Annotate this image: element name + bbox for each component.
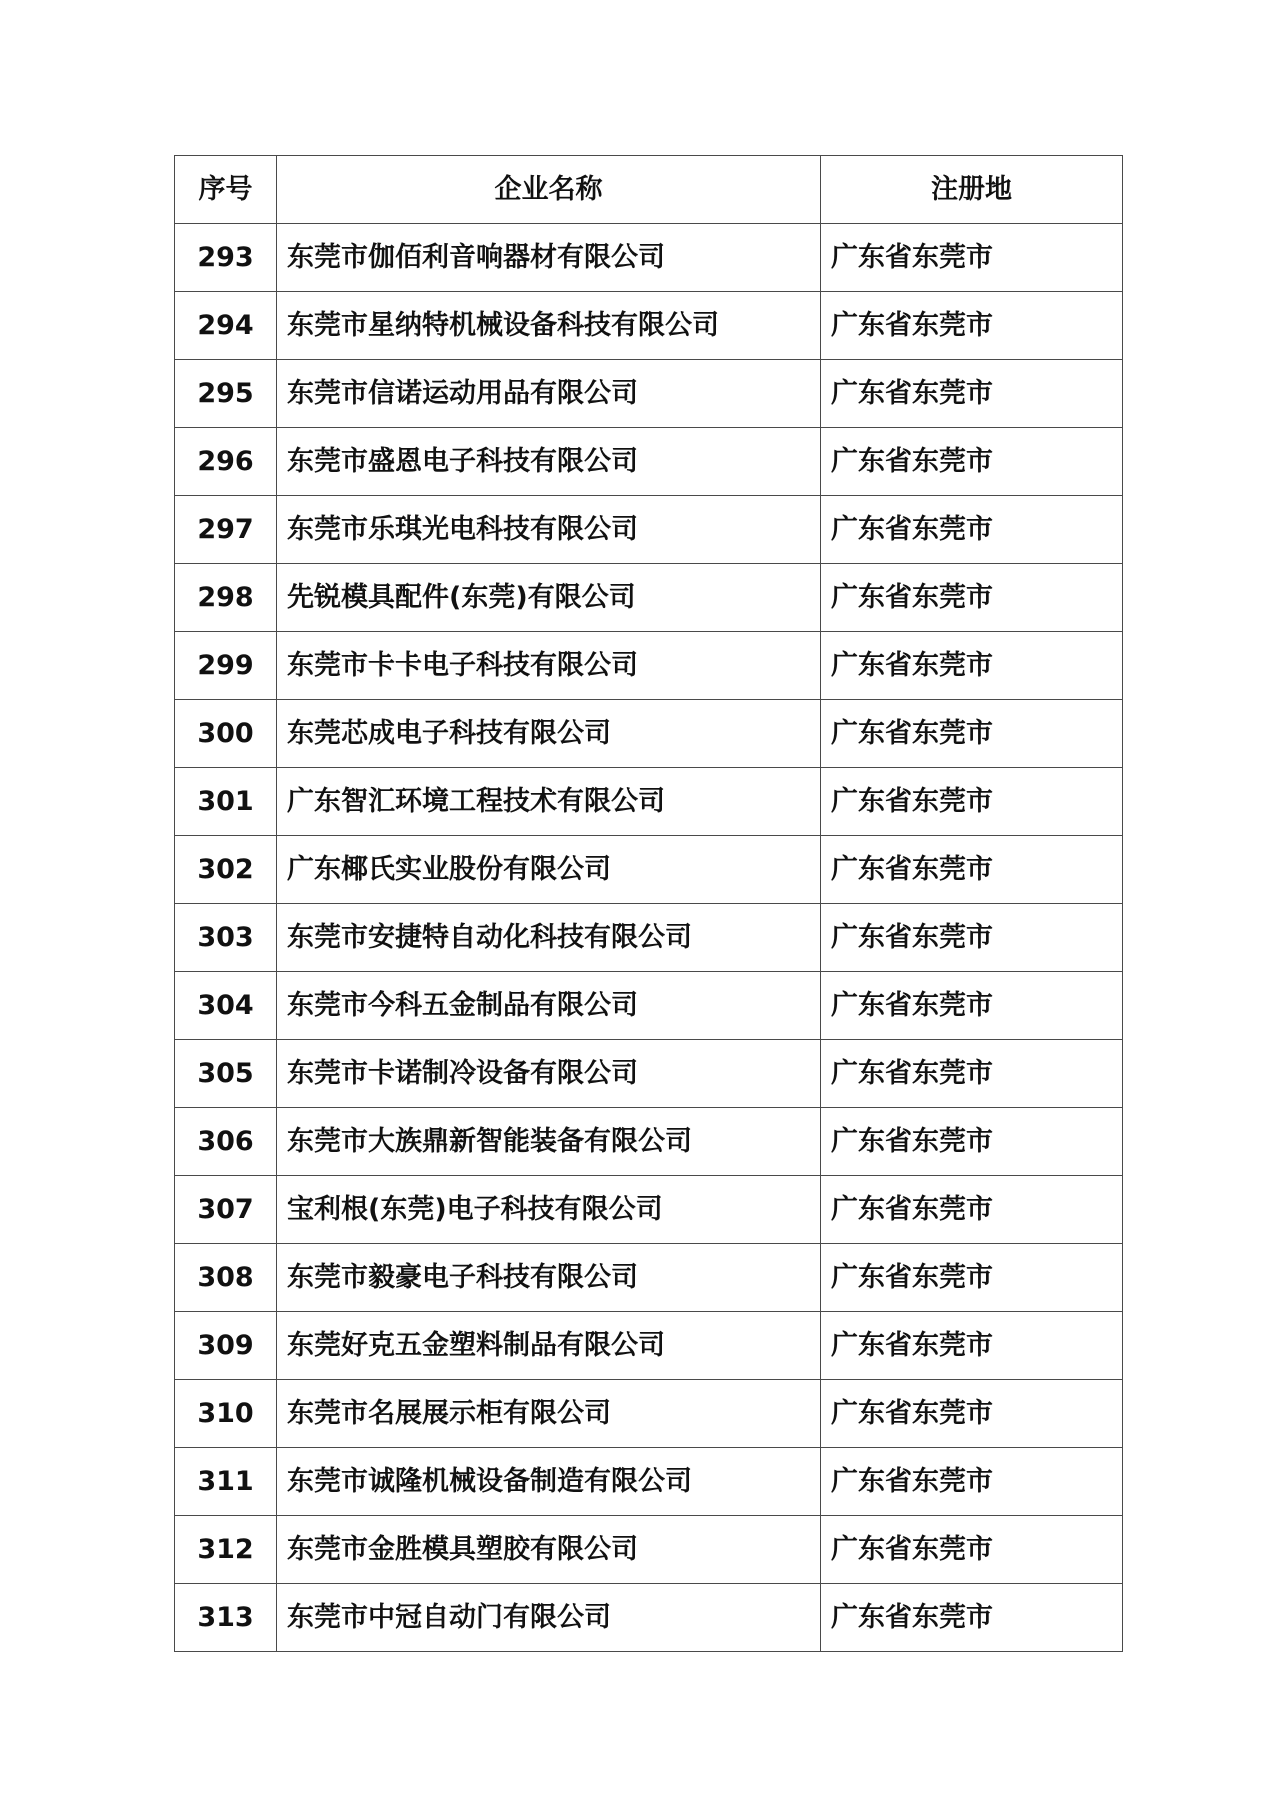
serial-number-cell: 304 xyxy=(175,972,277,1040)
table-row xyxy=(175,292,1123,360)
company-name-cell: 东莞市乐琪光电科技有限公司 xyxy=(277,496,821,564)
table-body xyxy=(175,224,1123,1652)
registered-location-cell: 广东省东莞市 xyxy=(821,496,1123,564)
company-name-cell: 东莞市今科五金制品有限公司 xyxy=(277,972,821,1040)
company-table xyxy=(174,155,1123,1652)
table-row xyxy=(175,360,1123,428)
registered-location-cell: 广东省东莞市 xyxy=(821,768,1123,836)
table-row xyxy=(175,1584,1123,1652)
company-name-cell: 广东椰氏实业股份有限公司 xyxy=(277,836,821,904)
registered-location-cell: 广东省东莞市 xyxy=(821,1244,1123,1312)
header-registered-location: 注册地 xyxy=(821,156,1123,224)
table-row xyxy=(175,1380,1123,1448)
registered-location-cell: 广东省东莞市 xyxy=(821,1108,1123,1176)
company-name-cell: 东莞市诚隆机械设备制造有限公司 xyxy=(277,1448,821,1516)
serial-number-cell: 295 xyxy=(175,360,277,428)
serial-number-cell: 309 xyxy=(175,1312,277,1380)
serial-number-cell: 294 xyxy=(175,292,277,360)
company-name-cell: 东莞市盛恩电子科技有限公司 xyxy=(277,428,821,496)
table-row xyxy=(175,496,1123,564)
serial-number-cell: 306 xyxy=(175,1108,277,1176)
registered-location-cell: 广东省东莞市 xyxy=(821,224,1123,292)
registered-location-cell: 广东省东莞市 xyxy=(821,1584,1123,1652)
serial-number-cell: 310 xyxy=(175,1380,277,1448)
registered-location-cell: 广东省东莞市 xyxy=(821,972,1123,1040)
serial-number-cell: 308 xyxy=(175,1244,277,1312)
company-name-cell: 东莞市名展展示柜有限公司 xyxy=(277,1380,821,1448)
company-name-cell: 东莞好克五金塑料制品有限公司 xyxy=(277,1312,821,1380)
serial-number-cell: 311 xyxy=(175,1448,277,1516)
company-name-cell: 东莞市卡卡电子科技有限公司 xyxy=(277,632,821,700)
registered-location-cell: 广东省东莞市 xyxy=(821,904,1123,972)
table-row xyxy=(175,1244,1123,1312)
table-row xyxy=(175,224,1123,292)
header-row xyxy=(175,156,1123,224)
serial-number-cell: 296 xyxy=(175,428,277,496)
company-name-cell: 宝利根(东莞)电子科技有限公司 xyxy=(277,1176,821,1244)
serial-number-cell: 303 xyxy=(175,904,277,972)
registered-location-cell: 广东省东莞市 xyxy=(821,700,1123,768)
registered-location-cell: 广东省东莞市 xyxy=(821,1380,1123,1448)
serial-number-cell: 299 xyxy=(175,632,277,700)
table-row xyxy=(175,972,1123,1040)
company-name-cell: 东莞市卡诺制冷设备有限公司 xyxy=(277,1040,821,1108)
table-row xyxy=(175,428,1123,496)
table-row xyxy=(175,1176,1123,1244)
registered-location-cell: 广东省东莞市 xyxy=(821,1176,1123,1244)
serial-number-cell: 305 xyxy=(175,1040,277,1108)
table-row xyxy=(175,1040,1123,1108)
serial-number-cell: 300 xyxy=(175,700,277,768)
table-row xyxy=(175,1108,1123,1176)
table-row xyxy=(175,904,1123,972)
table-row xyxy=(175,700,1123,768)
table-row xyxy=(175,836,1123,904)
company-name-cell: 先锐模具配件(东莞)有限公司 xyxy=(277,564,821,632)
header-company-name: 企业名称 xyxy=(277,156,821,224)
header-serial-number: 序号 xyxy=(175,156,277,224)
serial-number-cell: 302 xyxy=(175,836,277,904)
table-row xyxy=(175,1448,1123,1516)
company-name-cell: 广东智汇环境工程技术有限公司 xyxy=(277,768,821,836)
registered-location-cell: 广东省东莞市 xyxy=(821,1516,1123,1584)
registered-location-cell: 广东省东莞市 xyxy=(821,564,1123,632)
table-row xyxy=(175,768,1123,836)
registered-location-cell: 广东省东莞市 xyxy=(821,836,1123,904)
registered-location-cell: 广东省东莞市 xyxy=(821,632,1123,700)
company-name-cell: 东莞市中冠自动门有限公司 xyxy=(277,1584,821,1652)
company-name-cell: 东莞市信诺运动用品有限公司 xyxy=(277,360,821,428)
serial-number-cell: 297 xyxy=(175,496,277,564)
table-row xyxy=(175,1312,1123,1380)
registered-location-cell: 广东省东莞市 xyxy=(821,1040,1123,1108)
registered-location-cell: 广东省东莞市 xyxy=(821,1312,1123,1380)
company-name-cell: 东莞市金胜模具塑胶有限公司 xyxy=(277,1516,821,1584)
company-name-cell: 东莞市毅豪电子科技有限公司 xyxy=(277,1244,821,1312)
company-name-cell: 东莞市星纳特机械设备科技有限公司 xyxy=(277,292,821,360)
table-row xyxy=(175,1516,1123,1584)
serial-number-cell: 298 xyxy=(175,564,277,632)
serial-number-cell: 312 xyxy=(175,1516,277,1584)
company-name-cell: 东莞芯成电子科技有限公司 xyxy=(277,700,821,768)
registered-location-cell: 广东省东莞市 xyxy=(821,428,1123,496)
table-row xyxy=(175,632,1123,700)
company-name-cell: 东莞市安捷特自动化科技有限公司 xyxy=(277,904,821,972)
company-name-cell: 东莞市伽佰利音响器材有限公司 xyxy=(277,224,821,292)
table-header xyxy=(175,156,1123,224)
serial-number-cell: 301 xyxy=(175,768,277,836)
serial-number-cell: 313 xyxy=(175,1584,277,1652)
registered-location-cell: 广东省东莞市 xyxy=(821,360,1123,428)
table-row xyxy=(175,564,1123,632)
registered-location-cell: 广东省东莞市 xyxy=(821,1448,1123,1516)
serial-number-cell: 307 xyxy=(175,1176,277,1244)
serial-number-cell: 293 xyxy=(175,224,277,292)
registered-location-cell: 广东省东莞市 xyxy=(821,292,1123,360)
company-name-cell: 东莞市大族鼎新智能装备有限公司 xyxy=(277,1108,821,1176)
